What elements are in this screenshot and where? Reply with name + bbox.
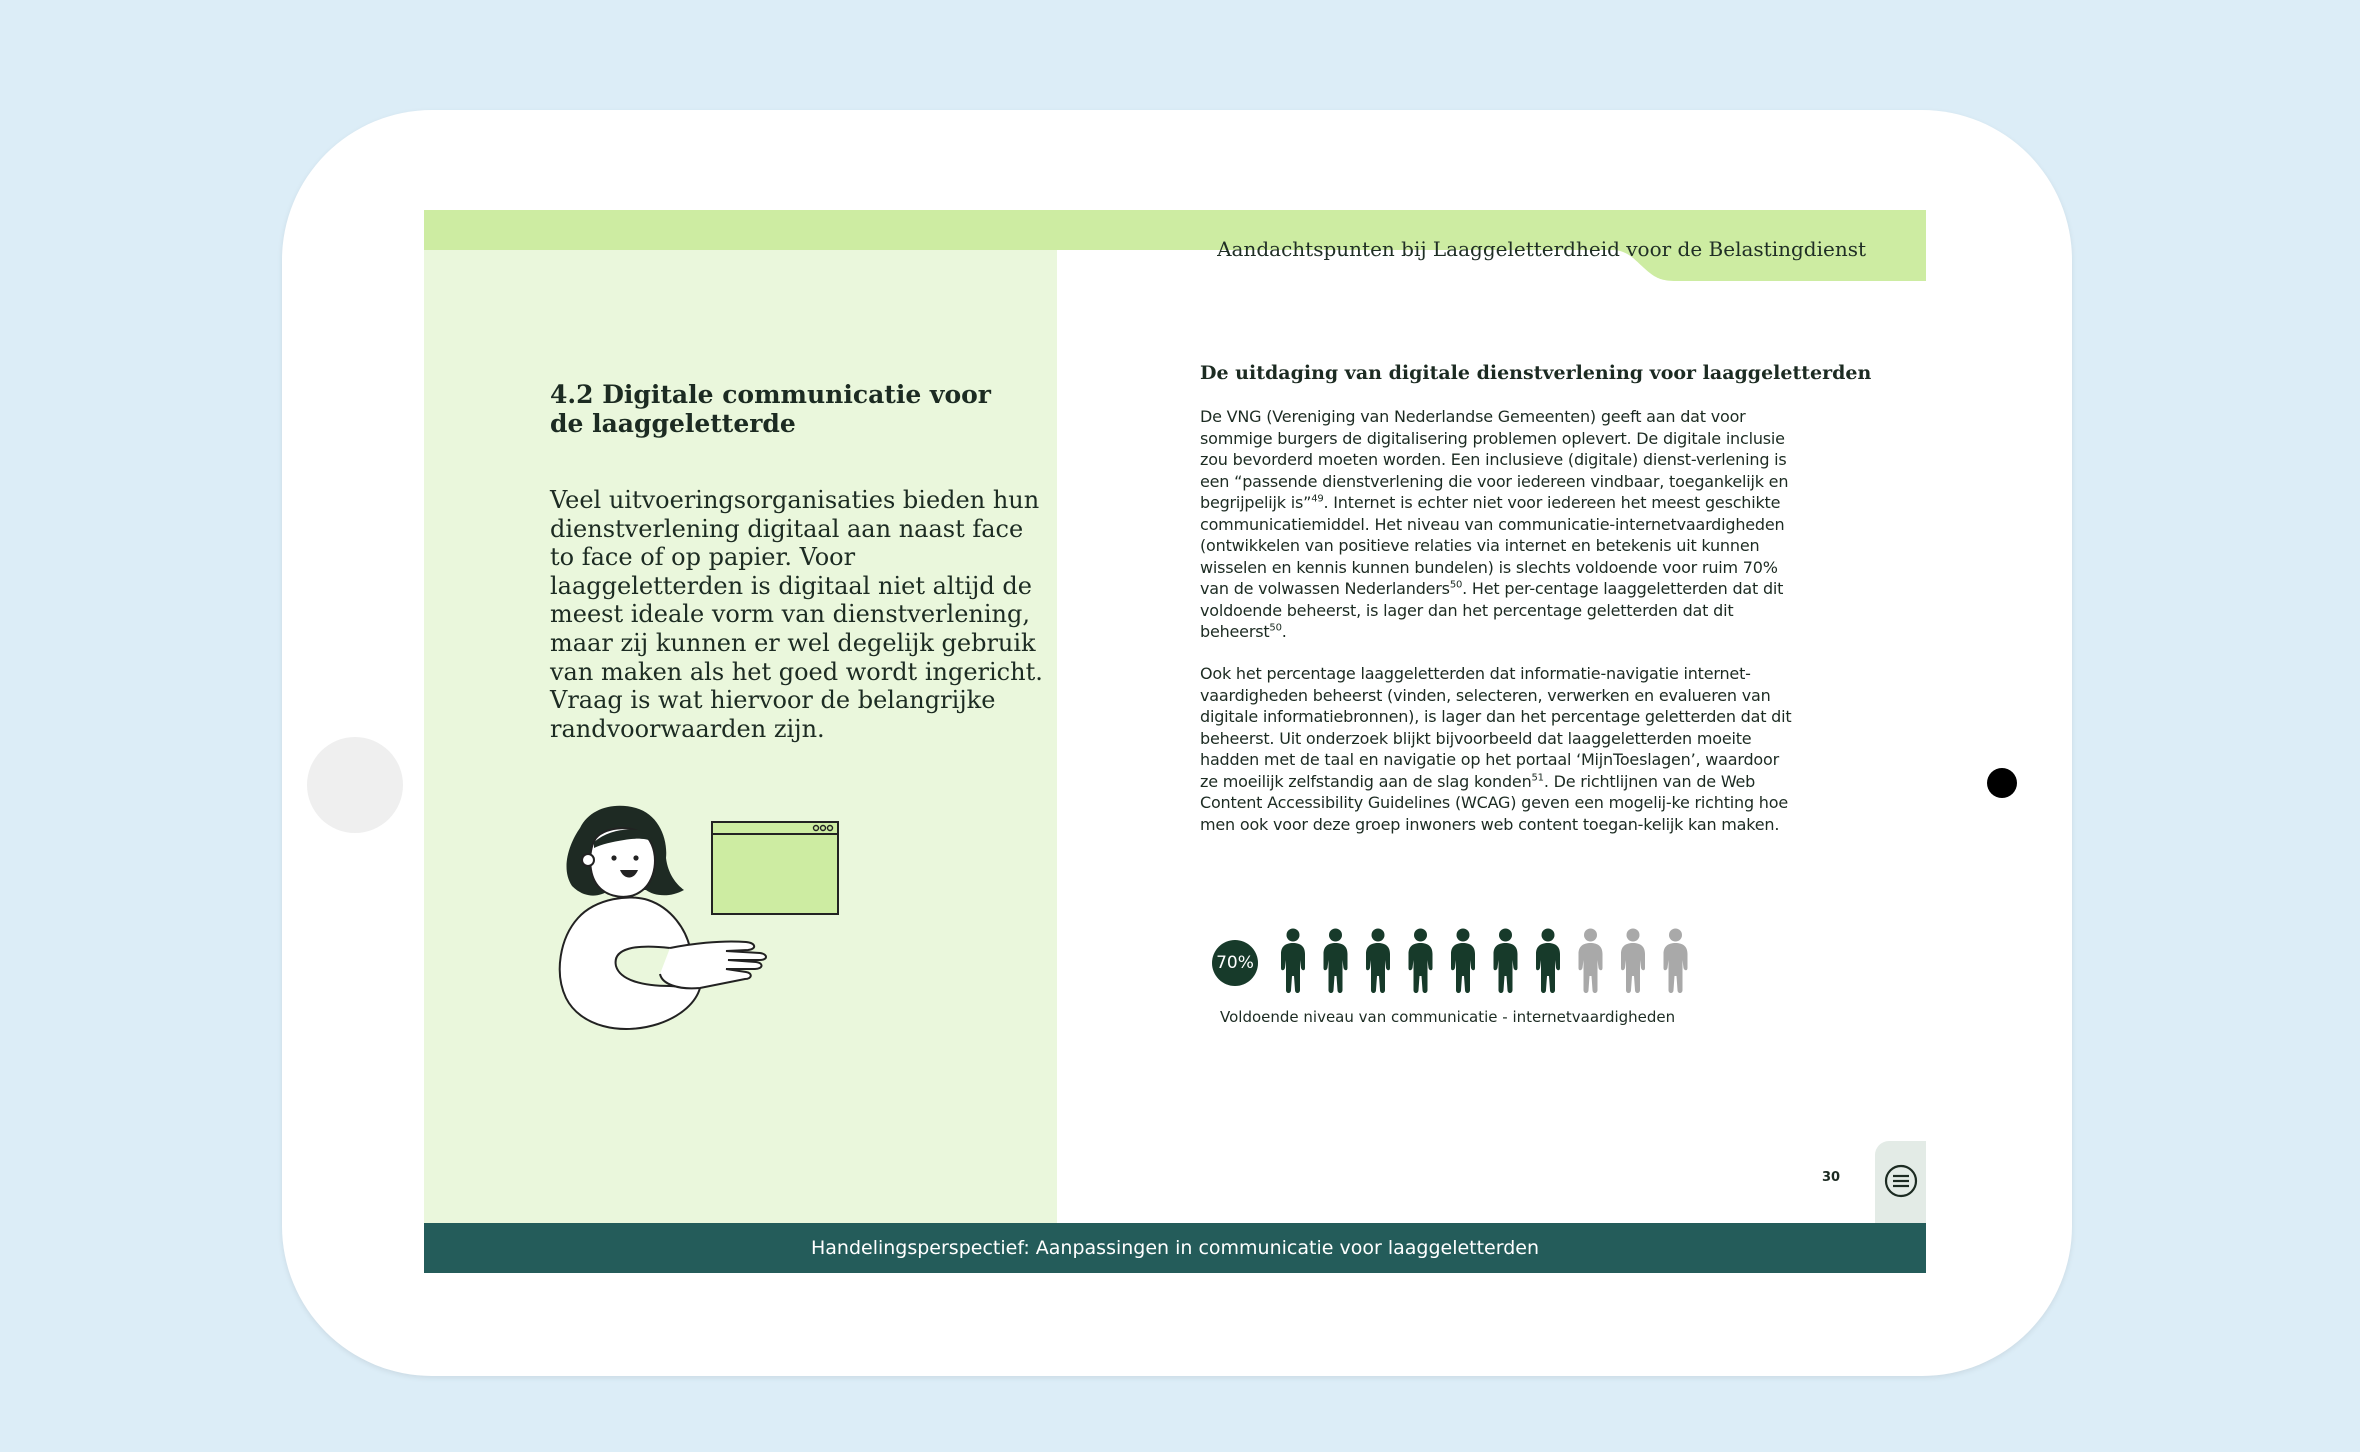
camera-dot xyxy=(1987,768,2017,798)
text-run: . De richtlijnen van de Web Content Accessibility Guidelines (WCAG) geven een mogelij-ke richting hoe men ook voor deze groep inwoners web content toegan-kelijk kan maken. xyxy=(1200,771,1788,834)
subsection-title: De uitdaging van digitale dienstverlening voor laaggeletterden xyxy=(1200,362,1872,384)
page-number: 30 xyxy=(1822,1170,1841,1185)
lead-paragraph: Veel uitvoeringsorganisaties bieden hun dienstverlening digitaal aan naast face to face of op papier. Voor laaggeletterden is digitaal niet altijd de meest ideale vorm van dienstverlening, maar zij kunnen er wel degelijk gebruik van maken als het goed wordt ingericht. Vraag is wat hiervoor de belangrijke randvoorwaarden zijn. xyxy=(550,486,1043,743)
text-run: Ook het percentage laaggeletterden dat informatie-navigatie internet-vaardigheden beheerst (vinden, selecteren, verwerken en evalueren van digitale informatiebronnen), is lager dan het percentage geletterden dat dit beheerst. Uit onderzoek blijkt bijvoorbeeld dat laaggeletterden moeite hadden met de taal en navigatie op het portaal ‘MijnToeslagen’, waardoor ze moeilijk zelfstandig aan de slag konden xyxy=(1200,664,1792,791)
menu-button[interactable] xyxy=(1875,1141,1926,1223)
running-header: Aandachtspunten bij Laaggeletterdheid voor de Belastingdienst xyxy=(1217,237,1866,261)
text-run: . xyxy=(1281,622,1287,641)
section-title: 4.2 Digitale communicatie voor de laaggeletterde xyxy=(550,380,991,438)
woman-with-screen-illustration xyxy=(550,798,870,1038)
body-paragraph-2 xyxy=(1200,663,1800,835)
person-icon-filled xyxy=(1281,929,1305,994)
text-run: . Het per-centage laaggeletterden dat dit voldoende beheerst, is lager dan het percentage geletterden dat dit beheerst xyxy=(1200,579,1784,641)
footer-bar: Handelingsperspectief: Aanpassingen in communicatie voor laaggeletterden xyxy=(424,1223,1926,1273)
person-icon-empty xyxy=(1664,929,1688,994)
text-run: . Internet is echter niet voor iedereen het meest geschikte communicatiemiddel. Het niveau van communicatie-internetvaardigheden (ontwikkelen van positieve relaties via internet en betekenis uit kunnen wisselen en kennis kunnen bundelen) is slechts voldoende voor ruim 70% van de volwassen Nederlanders xyxy=(1200,493,1785,598)
footnote-ref: 49 xyxy=(1311,493,1324,505)
body-paragraph-1 xyxy=(1200,406,1800,643)
menu-icon xyxy=(1883,1163,1919,1199)
footnote-ref: 51 xyxy=(1531,772,1544,784)
home-button[interactable] xyxy=(307,737,403,833)
document-page xyxy=(424,210,1926,1273)
text-run: De VNG (Vereniging van Nederlandse Gemeenten) geeft aan dat voor sommige burgers de digitalisering problemen oplevert. De digitale inclusie zou bevorderd moeten worden. Een inclusieve (digitale) dienst-verlening is een “passende dienstverlening die voor iedereen vindbaar, toegankelijk en begrijpelijk is” xyxy=(1200,407,1789,512)
person-icon-filled xyxy=(1536,929,1560,994)
person-icon-filled xyxy=(1366,929,1390,994)
person-icon-empty xyxy=(1621,929,1645,994)
percentage-badge: 70% xyxy=(1212,940,1258,986)
person-icon-filled xyxy=(1409,929,1433,994)
person-icon-filled xyxy=(1494,929,1518,994)
footnote-ref: 50 xyxy=(1449,579,1463,591)
person-icon-empty xyxy=(1579,929,1603,994)
person-icon-filled xyxy=(1324,929,1348,994)
infographic-caption: Voldoende niveau van communicatie - internetvaardigheden xyxy=(1220,1008,1676,1026)
footnote-ref: 50 xyxy=(1269,622,1282,634)
person-icons xyxy=(1278,928,1698,998)
person-icon-filled xyxy=(1451,929,1475,994)
